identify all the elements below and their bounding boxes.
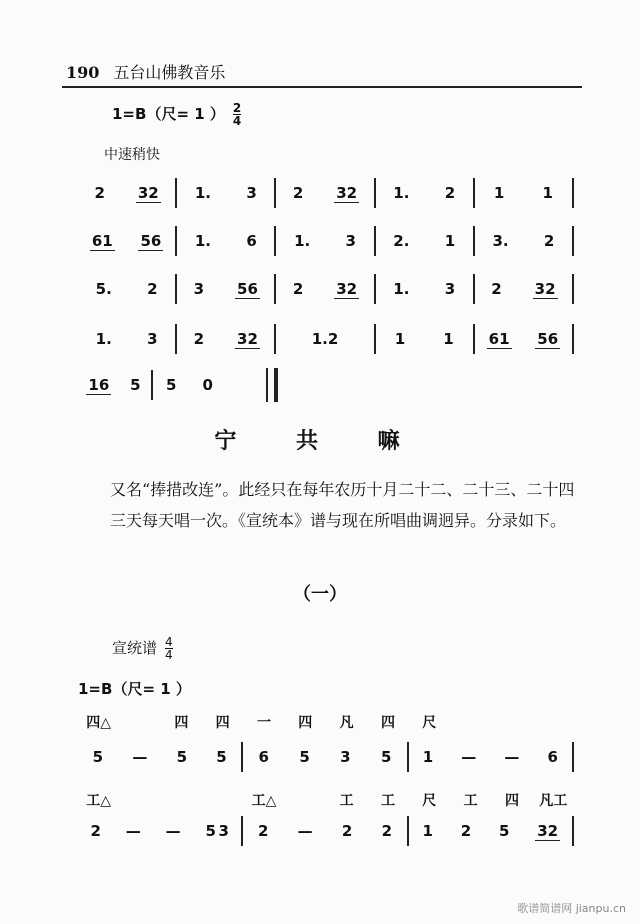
note: 1.: [194, 184, 211, 202]
measure: [243, 748, 406, 766]
gongche-char: 工: [463, 793, 478, 809]
gongche-row: [78, 712, 574, 732]
note: 5: [381, 748, 392, 766]
measure: [78, 822, 241, 840]
note: 32: [137, 183, 159, 202]
note: 32: [237, 329, 258, 348]
time-denominator: 4: [232, 114, 242, 128]
subtitle-text: 宣统谱: [112, 639, 158, 657]
gongche-char: [202, 790, 243, 810]
note: 1: [444, 232, 456, 250]
time-signature-2: [165, 636, 173, 661]
tempo-marking: 中速稍快: [104, 147, 160, 163]
notation-row: [78, 176, 574, 210]
gongche-char: [119, 712, 160, 732]
note: 5: [299, 748, 310, 766]
key-text: 1=B（尺= 1 ）: [112, 105, 225, 123]
gongche-char: [491, 712, 532, 732]
note: 56: [237, 279, 258, 298]
note: 1: [422, 822, 433, 840]
measure: [475, 330, 572, 349]
gongche-char: 四△: [86, 715, 112, 731]
measure: [376, 184, 473, 202]
note: 5: [130, 376, 141, 394]
measure: [276, 232, 373, 250]
note: 16: [88, 375, 110, 394]
notation-row: [78, 814, 574, 848]
note: 2: [257, 822, 269, 840]
barline: [572, 324, 574, 354]
note: 5: [166, 376, 177, 394]
gongche-char: 工△: [251, 793, 277, 809]
note: 56: [140, 231, 162, 250]
gongche-char: 四: [215, 715, 230, 731]
gongche-char: [450, 712, 491, 732]
gongche-char: 工: [339, 793, 354, 809]
note: 6: [547, 748, 558, 766]
note: 1.: [294, 232, 311, 250]
note: 5 3: [205, 822, 229, 840]
measure: [376, 232, 473, 250]
measure: [376, 280, 473, 298]
watermark: 歌谱简谱网 jianpu.cn: [517, 902, 626, 915]
measure: [78, 376, 151, 395]
note: 2: [543, 232, 555, 250]
measure: [475, 184, 572, 202]
time-numerator: 4: [165, 635, 173, 649]
note: 2: [460, 822, 472, 840]
measure: [153, 376, 226, 394]
gongche-char: 凡: [339, 715, 354, 731]
key-signature-2: 1=B（尺= 1 ）: [78, 680, 191, 698]
measure: [78, 232, 175, 251]
gongche-char: 凡工: [539, 793, 568, 809]
note: 5: [216, 748, 227, 766]
note: —: [297, 822, 313, 840]
measure: [78, 184, 175, 203]
gongche-char: 尺: [422, 793, 437, 809]
note: 2: [292, 184, 304, 202]
key-signature: [112, 102, 241, 127]
note: 1: [493, 184, 505, 202]
note: 61: [91, 231, 113, 250]
note: 6: [258, 748, 269, 766]
time-numerator: 2: [232, 101, 242, 115]
note: —: [125, 822, 141, 840]
measure: [177, 232, 274, 250]
measure: [276, 330, 373, 348]
note: 1.: [95, 330, 112, 348]
notation-row: [78, 224, 574, 258]
note: 2: [94, 184, 105, 202]
note: 3: [193, 280, 205, 298]
note: 3: [345, 232, 356, 250]
note: —: [461, 748, 477, 766]
note: —: [165, 822, 181, 840]
note: 5: [92, 748, 104, 766]
measure: [376, 330, 473, 348]
note: 56: [537, 329, 559, 348]
note: 3: [340, 748, 351, 766]
note: 2: [341, 822, 353, 840]
measure: [243, 822, 406, 840]
note: 1.2: [311, 330, 339, 348]
gongche-char: 四: [380, 715, 395, 731]
note: 32: [537, 821, 559, 840]
measure: [78, 330, 175, 348]
note: 1: [542, 184, 553, 202]
note: 3: [147, 330, 158, 348]
note: 2: [491, 280, 502, 298]
gongche-char: 尺: [422, 715, 437, 731]
gongche-char: 四: [504, 793, 519, 809]
barline: [572, 226, 574, 256]
note: 61: [488, 329, 510, 348]
note: 2: [444, 184, 456, 202]
notation-row: [78, 322, 574, 356]
note: 1.: [194, 232, 211, 250]
gongche-char: [119, 790, 160, 810]
gongche-char: [285, 790, 326, 810]
note: 3.: [492, 232, 509, 250]
page-number: 190: [66, 63, 100, 82]
subtitle: [112, 636, 173, 661]
note: 1.: [393, 280, 410, 298]
note: 0: [202, 376, 213, 394]
gongche-char: 一: [256, 715, 271, 731]
note: 1.: [393, 184, 410, 202]
note: 32: [336, 183, 358, 202]
note: 32: [336, 279, 358, 298]
measure: [276, 280, 373, 299]
measure: [177, 330, 274, 349]
measure: [475, 232, 572, 250]
gongche-char: [161, 790, 202, 810]
measure: [78, 280, 175, 298]
measure: [475, 280, 572, 299]
description-paragraph: 又名“捧措改连”。此经只在每年农历十月二十二、二十三、二十四三天每天唱一次。《宣统本》谱与现在所唱曲调迥异。分录如下。: [110, 480, 575, 530]
note: 2: [292, 280, 304, 298]
time-denominator: 4: [165, 648, 173, 662]
gongche-char: 工△: [86, 793, 112, 809]
piece-title: 宁 共 嘛: [214, 429, 426, 454]
gongche-char: 工: [380, 793, 395, 809]
barline: [572, 274, 574, 304]
note: 32: [534, 279, 556, 298]
running-header: [66, 60, 225, 83]
measure: [409, 822, 572, 841]
note: 5: [176, 748, 187, 766]
measure: [177, 280, 274, 299]
note: 2: [90, 822, 101, 840]
note: 2: [147, 280, 158, 298]
note: —: [504, 748, 520, 766]
section-heading: （一）: [293, 584, 347, 605]
gongche-char: 四: [174, 715, 189, 731]
notation-row: [78, 740, 574, 774]
note: 1: [394, 330, 406, 348]
header-rule: [62, 86, 582, 88]
note: 2: [193, 330, 205, 348]
barline: [572, 742, 574, 772]
barline: [572, 178, 574, 208]
note: —: [132, 748, 148, 766]
note: 2: [381, 822, 393, 840]
gongche-char: [533, 712, 574, 732]
note: 2.: [393, 232, 410, 250]
measure: [276, 184, 373, 203]
note: 5: [498, 822, 510, 840]
note: 3: [444, 280, 456, 298]
gongche-row: [78, 790, 574, 810]
measure: [409, 748, 572, 766]
note: 3: [246, 184, 257, 202]
notation-row: [78, 272, 574, 306]
final-barline: [266, 368, 278, 402]
note: 1: [443, 330, 454, 348]
note: 5.: [95, 280, 112, 298]
note: 1: [422, 748, 434, 766]
measure: [177, 184, 274, 202]
time-signature: [233, 102, 241, 127]
measure: [78, 748, 241, 766]
barline: [572, 816, 574, 846]
gongche-char: 四: [298, 715, 313, 731]
notation-row: [78, 368, 278, 402]
note: 6: [246, 232, 257, 250]
book-title: 五台山佛教音乐: [113, 63, 226, 82]
